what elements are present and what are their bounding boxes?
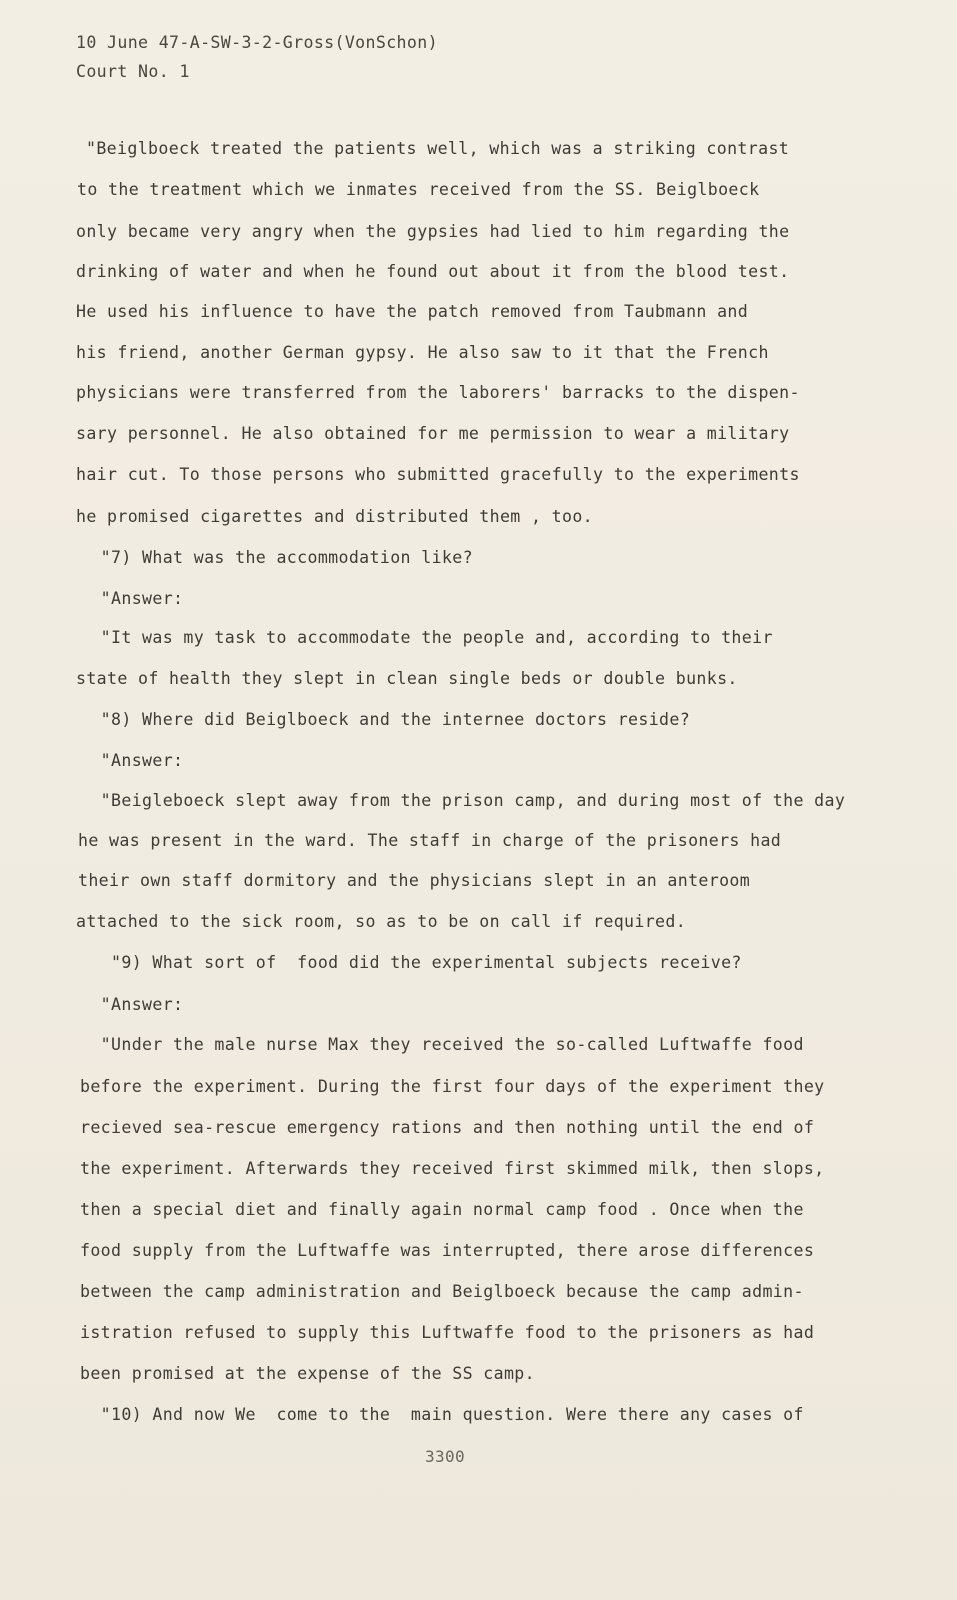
body-line: he was present in the ward. The staff in charge of the prisoners had: [78, 831, 782, 850]
body-line: been promised at the expense of the SS camp.: [80, 1364, 535, 1383]
answer-label: "Answer:: [80, 995, 184, 1014]
answer-label: "Answer:: [80, 751, 184, 770]
header-date-case: 10 June 47-A-SW-3-2-Gross(VonSchon): [76, 33, 438, 52]
question-line: "7) What was the accommodation like?: [80, 548, 473, 567]
body-line: before the experiment. During the first four days of the experiment they: [80, 1077, 825, 1096]
body-line: "Beiglboeck treated the patients well, which was a striking contrast: [86, 139, 790, 158]
page-number: 3300: [425, 1447, 465, 1466]
body-line: state of health they slept in clean single beds or double bunks.: [76, 669, 738, 688]
body-line: "Beigleboeck slept away from the prison camp, and during most of the day: [80, 791, 846, 810]
body-line: hair cut. To those persons who submitted gracefully to the experiments: [76, 465, 800, 484]
body-line: "Under the male nurse Max they received the so-called Luftwaffe food: [80, 1035, 804, 1054]
question-line: "8) Where did Beiglboeck and the internee doctors reside?: [80, 710, 691, 729]
body-line: "It was my task to accommodate the people and, according to their: [80, 628, 773, 647]
question-line: "9) What sort of food did the experimental subjects receive?: [80, 953, 742, 972]
body-line: his friend, another German gypsy. He also saw to it that the French: [76, 343, 769, 362]
header-court: Court No. 1: [76, 62, 190, 81]
body-line: physicians were transferred from the laborers' barracks to the dispen-: [76, 383, 800, 402]
body-line: drinking of water and when he found out about it from the blood test.: [76, 262, 790, 281]
body-line: istration refused to supply this Luftwaffe food to the prisoners as had: [80, 1323, 815, 1342]
body-line: their own staff dormitory and the physicians slept in an anteroom: [78, 871, 751, 890]
body-line: to the treatment which we inmates received from the SS. Beiglboeck: [77, 180, 760, 199]
body-line: He used his influence to have the patch removed from Taubmann and: [76, 302, 749, 321]
body-line: recieved sea-rescue emergency rations and then nothing until the end of: [80, 1118, 815, 1137]
body-line: only became very angry when the gypsies had lied to him regarding the: [76, 222, 790, 241]
body-line: the experiment. Afterwards they received first skimmed milk, then slops,: [80, 1159, 825, 1178]
body-line: attached to the sick room, so as to be on call if required.: [76, 912, 687, 931]
body-line: between the camp administration and Beiglboeck because the camp admin-: [80, 1282, 804, 1301]
body-line: food supply from the Luftwaffe was interrupted, there arose differences: [80, 1241, 815, 1260]
body-line: he promised cigarettes and distributed them , too.: [76, 507, 594, 526]
body-line: then a special diet and finally again normal camp food . Once when the: [80, 1200, 804, 1219]
answer-label: "Answer:: [80, 589, 184, 608]
question-line: "10) And now We come to the main question. Were there any cases of: [80, 1405, 804, 1424]
body-line: sary personnel. He also obtained for me permission to wear a military: [76, 424, 790, 443]
